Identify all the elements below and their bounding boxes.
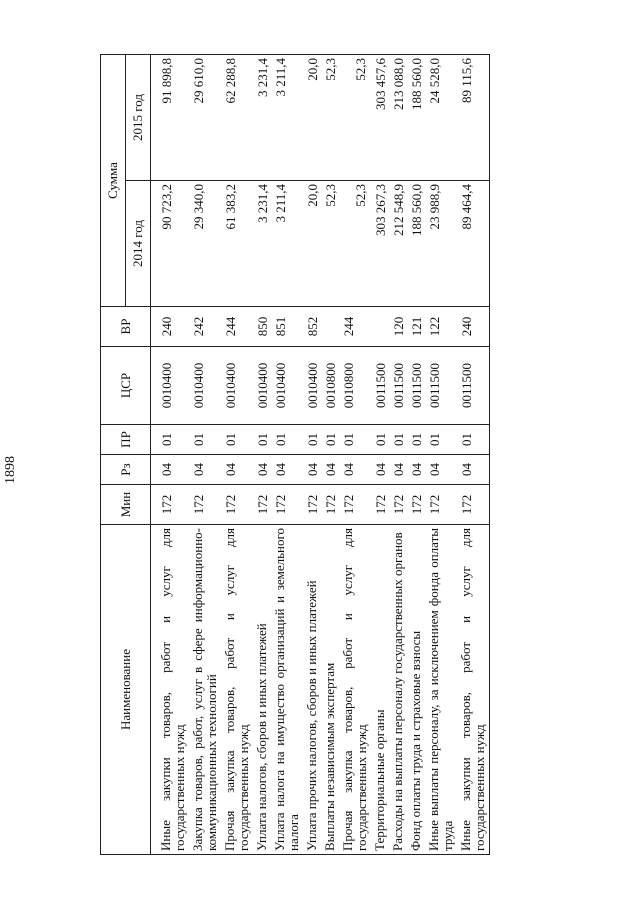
header-2014: 2014 год [126, 181, 151, 307]
row-pr: 01 [389, 425, 407, 455]
row-vr: 120 [389, 307, 407, 347]
header-min: Мин [101, 485, 151, 525]
row-vr: 851 [271, 307, 303, 347]
row-rz: 04 [371, 455, 389, 485]
row-min: 172 [189, 485, 221, 525]
table-row [321, 55, 339, 855]
row-2015: 29 610,0 [189, 55, 221, 181]
row-rz: 04 [221, 455, 253, 485]
row-name: Фонд оплаты труда и страховые взносы [407, 525, 425, 855]
row-name: Прочая закупка товаров, работ и услуг для государственных нужд [339, 525, 371, 855]
row-csr: 0011500 [425, 347, 457, 425]
row-vr [371, 307, 389, 347]
table-row [253, 55, 271, 855]
row-name: Иные закупки товаров, работ и услуг для государственных нужд [457, 525, 490, 855]
page-number-text: 1898 [3, 456, 18, 484]
header-sum: Сумма [101, 55, 126, 307]
row-2014: 23 988,9 [425, 181, 457, 307]
row-vr: 850 [253, 307, 271, 347]
table-header [101, 55, 151, 855]
header-pr: ПР [101, 425, 151, 455]
row-vr: 240 [157, 307, 189, 347]
row-csr: 0011500 [407, 347, 425, 425]
row-name: Уплата налогов, сборов и иных платежей [253, 525, 271, 855]
row-min: 172 [389, 485, 407, 525]
row-min: 172 [271, 485, 303, 525]
table-row [339, 55, 371, 855]
row-csr: 0010400 [253, 347, 271, 425]
budget-table [100, 54, 490, 855]
header-csr: ЦСР [101, 347, 151, 425]
row-2014: 52,3 [321, 181, 339, 307]
row-name: Расходы на выплаты персоналу государственных органов [389, 525, 407, 855]
header-2015: 2015 год [126, 55, 151, 181]
row-2015: 188 560,0 [407, 55, 425, 181]
row-csr: 0011500 [457, 347, 490, 425]
header-rz: Рз [101, 455, 151, 485]
row-rz: 04 [321, 455, 339, 485]
row-vr: 240 [457, 307, 490, 347]
row-2014: 90 723,2 [157, 181, 189, 307]
row-csr: 0010400 [271, 347, 303, 425]
row-pr: 01 [271, 425, 303, 455]
row-2015: 89 115,6 [457, 55, 490, 181]
page-number [0, 425, 22, 515]
row-2014: 212 548,9 [389, 181, 407, 307]
row-csr: 0011500 [389, 347, 407, 425]
row-2014: 3 231,4 [253, 181, 271, 307]
row-name: Уплата прочих налогов, сборов и иных платежей [303, 525, 321, 855]
row-min: 172 [303, 485, 321, 525]
row-vr: 122 [425, 307, 457, 347]
row-pr: 01 [221, 425, 253, 455]
row-2014: 52,3 [339, 181, 371, 307]
table-row [457, 55, 490, 855]
row-name: Иные выплаты персоналу, за исключением фонда оплаты труда [425, 525, 457, 855]
header-vr: ВР [101, 307, 151, 347]
row-min: 172 [371, 485, 389, 525]
row-min: 172 [221, 485, 253, 525]
row-pr: 01 [321, 425, 339, 455]
row-vr: 852 [303, 307, 321, 347]
row-name: Иные закупки товаров, работ и услуг для государственных нужд [157, 525, 189, 855]
row-pr: 01 [157, 425, 189, 455]
table-row [221, 55, 253, 855]
row-pr: 01 [457, 425, 490, 455]
row-rz: 04 [425, 455, 457, 485]
row-rz: 04 [389, 455, 407, 485]
row-pr: 01 [189, 425, 221, 455]
row-2014: 303 267,3 [371, 181, 389, 307]
row-name: Выплаты независимым экспертам [321, 525, 339, 855]
row-2014: 29 340,0 [189, 181, 221, 307]
row-2015: 62 288,8 [221, 55, 253, 181]
row-vr: 242 [189, 307, 221, 347]
row-2014: 61 383,2 [221, 181, 253, 307]
row-name: Закупка товаров, работ, услуг в сфере информационно-коммуникационных технологий [189, 525, 221, 855]
row-2015: 3 211,4 [271, 55, 303, 181]
row-vr: 244 [339, 307, 371, 347]
row-pr: 01 [425, 425, 457, 455]
row-csr: 0011500 [371, 347, 389, 425]
row-min: 172 [253, 485, 271, 525]
row-name: Территориальные органы [371, 525, 389, 855]
row-2015: 52,3 [321, 55, 339, 181]
row-min: 172 [407, 485, 425, 525]
table-body [151, 55, 490, 855]
row-rz: 04 [189, 455, 221, 485]
row-2015: 303 457,6 [371, 55, 389, 181]
row-rz: 04 [303, 455, 321, 485]
row-rz: 04 [407, 455, 425, 485]
table-row [189, 55, 221, 855]
row-2015: 20,0 [303, 55, 321, 181]
row-vr: 121 [407, 307, 425, 347]
row-csr: 0010800 [321, 347, 339, 425]
row-name: Уплата налога на имущество организаций и земельного налога [271, 525, 303, 855]
row-2014: 89 464,4 [457, 181, 490, 307]
row-csr: 0010400 [303, 347, 321, 425]
row-csr: 0010800 [339, 347, 371, 425]
row-2014: 3 211,4 [271, 181, 303, 307]
row-pr: 01 [303, 425, 321, 455]
row-min: 172 [457, 485, 490, 525]
row-pr: 01 [371, 425, 389, 455]
table-row [425, 55, 457, 855]
row-2015: 52,3 [339, 55, 371, 181]
row-2014: 20,0 [303, 181, 321, 307]
row-2015: 91 898,8 [157, 55, 189, 181]
row-pr: 01 [407, 425, 425, 455]
row-2014: 188 560,0 [407, 181, 425, 307]
row-csr: 0010400 [221, 347, 253, 425]
row-min: 172 [425, 485, 457, 525]
table-row [371, 55, 389, 855]
row-vr [321, 307, 339, 347]
row-csr: 0010400 [189, 347, 221, 425]
table-row [389, 55, 407, 855]
row-pr: 01 [253, 425, 271, 455]
rotated-page [100, 55, 620, 855]
header-name: Наименование [101, 525, 151, 855]
row-rz: 04 [157, 455, 189, 485]
row-vr: 244 [221, 307, 253, 347]
row-rz: 04 [339, 455, 371, 485]
row-min: 172 [321, 485, 339, 525]
row-rz: 04 [253, 455, 271, 485]
row-pr: 01 [339, 425, 371, 455]
row-name: Прочая закупка товаров, работ и услуг для государственных нужд [221, 525, 253, 855]
table-row [303, 55, 321, 855]
row-rz: 04 [271, 455, 303, 485]
row-csr: 0010400 [157, 347, 189, 425]
row-min: 172 [339, 485, 371, 525]
table-row [271, 55, 303, 855]
row-2015: 3 231,4 [253, 55, 271, 181]
row-2015: 213 088,0 [389, 55, 407, 181]
row-rz: 04 [457, 455, 490, 485]
table-row [157, 55, 189, 855]
row-min: 172 [157, 485, 189, 525]
row-2015: 24 528,0 [425, 55, 457, 181]
table-row [407, 55, 425, 855]
